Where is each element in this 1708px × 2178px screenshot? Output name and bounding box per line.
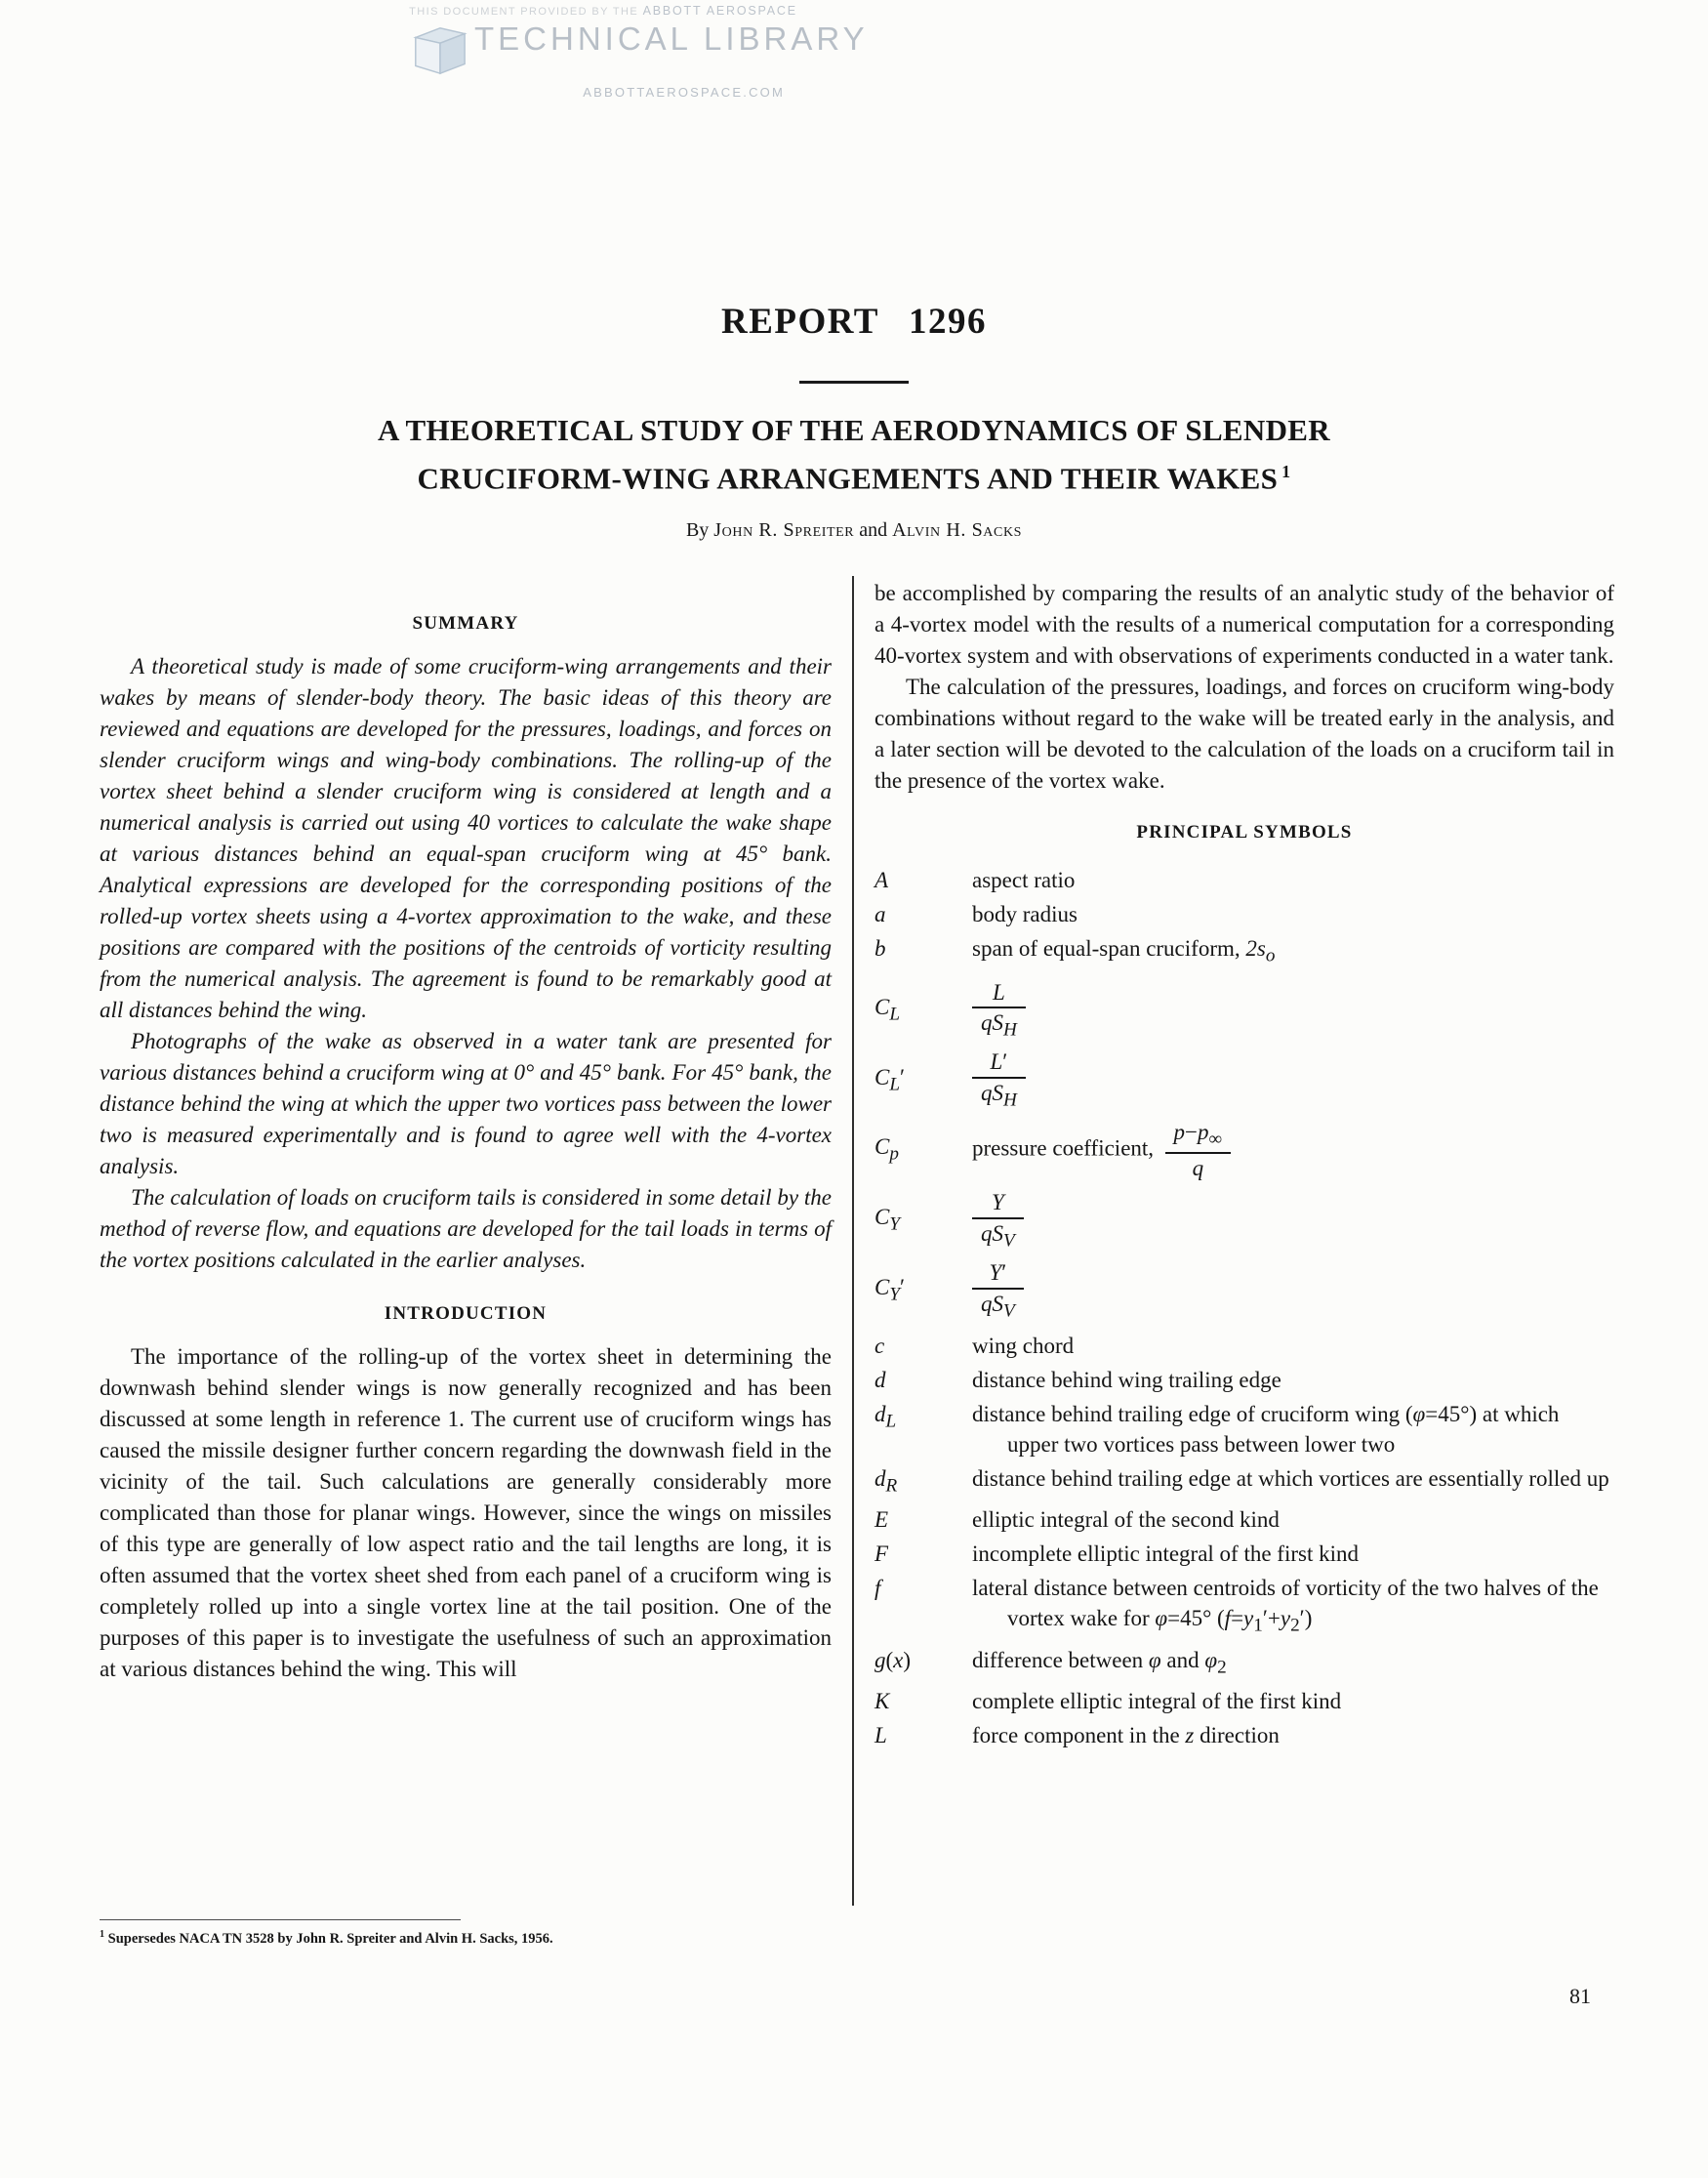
symbol-definition: aspect ratio xyxy=(972,868,1076,892)
watermark-brand-text: ABBOTT AEROSPACE xyxy=(642,4,797,18)
report-number: REPORT 1296 xyxy=(721,302,987,342)
symbol-row xyxy=(874,1190,1614,1252)
symbol: $C_L'$ xyxy=(874,1064,906,1095)
footnote-text: Supersedes NACA TN 3528 by John R. Spreiter and Alvin H. Sacks, 1956. xyxy=(107,1930,553,1947)
introduction-paragraph: The importance of the rolling-up of the vortex sheet in determining the downwash behind slender wings is now generally recognized and has been discussed at some length in reference 1. The current use of cruciform wings has caused the missile designer further concern regarding the downwash field in the vicinity of the tail. Such calculations are generally considerably more complicated than those for planar wings. However, since the wings on missiles of this type are generally of low aspect ratio and the tail lengths are long, it is often assumed that the vortex sheet shed from each panel of a cruciform wing is completely rolled up into a single vortex line at the tail position. One of the purposes of this paper is to investigate the usefulness of such an approximation at various distances behind the wing. This will xyxy=(100,1344,832,1681)
principal-symbols-heading: PRINCIPAL SYMBOLS xyxy=(1136,822,1353,842)
symbol-definition: body radius xyxy=(972,902,1078,926)
symbols-list xyxy=(874,865,1614,1750)
summary-paragraph: A theoretical study is made of some cruciform-wing arrangements and their wakes by means of slender-body theory. The basic ideas of this theory are reviewed and equations are developed for the pressures, loadings, and forces on slender cruciform wings and wing-body combinations. The rolling-up of the vortex sheet behind a slender cruciform wing is considered at length and a numerical analysis is carried out using 40 vortices to calculate the wake shape at various distances behind an equal-span cruciform wing at 45° bank. Analytical expressions are developed for the corresponding positions of the rolled-up vortex sheets using a 4-vortex approximation to the wake, and these positions are compared with the positions of the centroids of vorticity resulting from the numerical analysis. The agreement is found to be remarkably good at all distances behind the wing. xyxy=(100,654,832,1022)
symbol-definition: difference between φ and $\varphi_2$ xyxy=(972,1647,1227,1678)
symbol-row xyxy=(874,1049,1614,1111)
symbol: $C_p$ xyxy=(874,1134,899,1165)
author-1: John R. Spreiter xyxy=(713,519,855,541)
symbol-definition: complete elliptic integral of the first kind xyxy=(972,1689,1342,1714)
introduction-heading: INTRODUCTION xyxy=(384,1303,548,1324)
symbol-row xyxy=(874,899,1614,929)
symbol-row xyxy=(874,1399,1614,1459)
footnote-rule xyxy=(100,1919,461,1920)
symbol-row xyxy=(874,1573,1614,1641)
page-title xyxy=(0,410,1708,499)
symbol-definition: distance behind wing trailing edge xyxy=(972,1367,1281,1392)
symbol: K xyxy=(874,1689,890,1714)
symbol-definition xyxy=(972,980,1614,1042)
symbol-definition: lateral distance between centroids of vorticity of the two halves of the vortex wake for φ=45° $(f=y_1'+y_2')$ xyxy=(972,1576,1599,1636)
title-line-2: CRUCIFORM-WING ARRANGEMENTS AND THEIR WAKES xyxy=(417,461,1279,496)
summary-paragraph: Photographs of the wake as observed in a water tank are presented for various distances behind a cruciform wing at 0° and 45° bank. For 45° bank, the distance behind the wing at which the upper two vortices pass between the lower two is measured experimentally and is found to agree well with the 4-vortex analysis. xyxy=(100,1029,832,1178)
symbol-row xyxy=(874,1463,1614,1501)
watermark-provided-text xyxy=(408,4,798,18)
symbol-row xyxy=(874,1504,1614,1535)
symbol: $C_Y$ xyxy=(874,1205,900,1235)
footnote-marker: 1 xyxy=(100,1929,104,1940)
symbol-definition: distance behind trailing edge at which vortices are essentially rolled up xyxy=(972,1465,1609,1491)
fraction: $\frac{Y'}{qS_V}$ xyxy=(972,1260,1024,1322)
symbol-definition: wing chord xyxy=(972,1333,1075,1358)
symbol-row xyxy=(874,933,1614,971)
symbol-definition xyxy=(972,1190,1614,1252)
symbol-definition: force component in the z direction xyxy=(972,1723,1280,1748)
summary-section xyxy=(100,651,832,1276)
symbol: L xyxy=(874,1723,887,1748)
byline-by: By xyxy=(685,519,710,541)
title-rule xyxy=(799,381,909,384)
footnote xyxy=(100,1929,822,1948)
page-number: 81 xyxy=(1569,1984,1591,2008)
symbol-row xyxy=(874,1260,1614,1322)
body-paragraph: The calculation of the pressures, loadings, and forces on cruciform wing-body combinations without regard to the wake will be treated early in the analysis, and a later section will be devoted to the calculation of the loads on a cruciform tail in the presence of the vortex wake. xyxy=(874,675,1614,793)
symbol: d xyxy=(874,1367,886,1392)
symbol: F xyxy=(874,1541,889,1567)
left-column xyxy=(100,584,832,1685)
symbol-row xyxy=(874,1365,1614,1395)
fraction: $\frac{p-p_\infty}{q}$ xyxy=(1165,1120,1232,1181)
column-divider xyxy=(852,576,854,1906)
right-column xyxy=(874,578,1614,1754)
watermark-site-text: ABBOTTAEROSPACE.COM xyxy=(583,85,785,100)
symbol-definition xyxy=(972,1260,1614,1322)
symbol: $C_L$ xyxy=(874,994,900,1025)
watermark-provided-prefix: THIS DOCUMENT PROVIDED BY THE xyxy=(409,6,639,18)
symbol: c xyxy=(874,1333,885,1358)
title-footnote-marker: 1 xyxy=(1281,462,1291,481)
symbol: $d_L$ xyxy=(874,1401,897,1432)
symbol: A xyxy=(874,868,889,892)
title-line-1: A THEORETICAL STUDY OF THE AERODYNAMICS OF SLENDER xyxy=(378,413,1330,447)
symbol-row xyxy=(874,980,1614,1042)
symbol: $C_Y'$ xyxy=(874,1274,906,1305)
watermark-library-text: TECHNICAL LIBRARY xyxy=(474,21,869,57)
symbol-row xyxy=(874,1331,1614,1361)
symbol-row xyxy=(874,1720,1614,1750)
watermark-main-row xyxy=(408,19,869,84)
fraction: $\frac{Y}{qS_V}$ xyxy=(972,1190,1024,1252)
byline-and: and xyxy=(859,519,888,541)
symbol: $d_R$ xyxy=(874,1465,898,1497)
symbol-definition: distance behind trailing edge of cruciform wing (φ=45°) at which upper two vortices pass between lower two xyxy=(972,1401,1560,1457)
author-2: Alvin H. Sacks xyxy=(892,519,1023,541)
fraction: $\frac{L}{qS_H}$ xyxy=(972,980,1026,1042)
symbol-row xyxy=(874,1539,1614,1569)
body-paragraph: be accomplished by comparing the results of an analytic study of the behavior of a 4-vortex model with the results of a numerical computation for a corresponding 40-vortex system and with observations of experiments conducted in a water tank. xyxy=(874,581,1614,668)
summary-paragraph: The calculation of loads on cruciform tails is considered in some detail by the method of reverse flow, and equations are developed for the tail loads in terms of the vortex positions calculated in the earlier analyses. xyxy=(100,1185,832,1272)
fraction: $\frac{L'}{qS_H}$ xyxy=(972,1049,1026,1111)
summary-heading: SUMMARY xyxy=(412,613,519,634)
symbol-definition: pressure coefficient, $\frac{p-p_\infty}{q}$ xyxy=(972,1120,1614,1181)
symbol-row xyxy=(874,1686,1614,1716)
watermark xyxy=(408,4,869,100)
symbol: b xyxy=(874,936,886,961)
symbol: g(x) xyxy=(874,1647,912,1672)
symbol: a xyxy=(874,902,886,926)
symbol-definition: span of equal-span cruciform, $2s_o$ xyxy=(972,936,1276,966)
symbol: E xyxy=(874,1507,889,1533)
symbol-row xyxy=(874,1645,1614,1683)
symbol-definition xyxy=(972,1049,1614,1111)
symbol-definition: incomplete elliptic integral of the first kind xyxy=(972,1541,1359,1567)
symbol-definition: elliptic integral of the second kind xyxy=(972,1507,1280,1533)
abbott-aerospace-logo-icon xyxy=(408,21,470,84)
symbol-row xyxy=(874,865,1614,895)
byline xyxy=(0,519,1708,542)
symbol: f xyxy=(874,1576,881,1601)
symbol-row xyxy=(874,1120,1614,1181)
